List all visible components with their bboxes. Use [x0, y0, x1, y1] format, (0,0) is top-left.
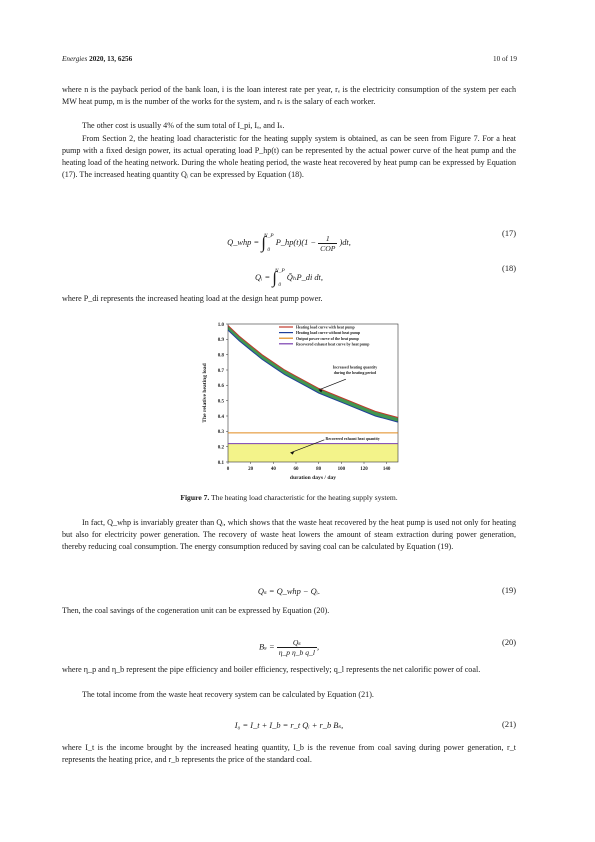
paragraph-efficiencies: where η_p and η_b represent the pipe efficiency and boiler efficiency, respectively; q_l represents the net calorific power of coal. [62, 665, 481, 674]
x-tick-label: 120 [360, 467, 368, 472]
paragraph-pdi: where P_di represents the increased heating load at the design heat pump power. [62, 294, 323, 303]
y-tick-label: 0.2 [217, 445, 224, 451]
paragraph-definitions: where n is the payback period of the bank loan, i is the loan interest rate per year, rₑ is the electricity consumption of the system per each MW heat pump, m is the number of the works for the system, and rₛ is the salary of each worker. [62, 85, 516, 107]
journal-year-volume: 2020, 13, 6256 [89, 55, 133, 63]
eq17-lhs: Q_whp = [227, 237, 260, 247]
y-tick-label: 0.8 [217, 353, 224, 359]
heating-load-chart [198, 316, 406, 488]
eq17-body-b: )dt, [339, 237, 351, 247]
paragraph-heating-load: From Section 2, the heating load characteristic for the heating supply system is obtained, as can be seen from Figure 7. For a heat pump with a fixed design power, its actual operating load P_hp(t) can be represented by the actual power curve of the heat pump and the heating load of the heating network. During the whole heating period, the waste heat recovered by heat pump can be expressed by Equation (17). The increased heating quantity Qᵢ can be expressed by Equation (18). [62, 134, 516, 180]
annotation-increased-line1: Increased heating quantity [332, 365, 378, 370]
eq17-fraction: $\frac{1}{\text{COP}}$ [320, 233, 336, 253]
y-tick-label: 0.4 [217, 414, 224, 420]
legend-label-3: Output power curve of the heat pump [296, 336, 359, 341]
x-tick-label: 0 [226, 467, 230, 472]
y-tick-label: 0.6 [217, 384, 224, 390]
equation-18 [62, 256, 516, 288]
paragraph-other-cost: The other cost is usually 4% of the sum total of I_pi, Iₑ, and Iₛ. [82, 121, 285, 130]
paragraph-total-income: The total income from the waste heat recovery system can be calculated by Equation (21). [82, 690, 374, 699]
integral-sign: ∫ [261, 233, 266, 252]
legend-label-1: Heating load curve with heat pump [296, 325, 355, 330]
y-tick-label: 0.5 [217, 399, 224, 405]
eq18-lhs: Qᵢ = [255, 272, 271, 282]
y-tick-label: 1.0 [217, 322, 224, 328]
equation-19 [62, 578, 516, 604]
eq20-fraction: $\frac{\text{Qₛ}}{\text{η\_p η\_b q\_l}}$ [278, 638, 315, 657]
journal-name: Energies [62, 55, 88, 63]
eq20-lhs: Bₛ = [258, 642, 275, 652]
eq19-number: (19) [502, 586, 516, 595]
eq18-body: Q̄ₕP_di dt, [286, 272, 323, 282]
eq20-number: (20) [502, 638, 516, 647]
page-number: 10 of 19 [493, 55, 517, 63]
eq17-limits: N_P 0 [263, 233, 274, 253]
x-axis-label: duration days / day [289, 475, 337, 481]
figure-caption-text: The heating load characteristic for the heating supply system. [211, 493, 398, 502]
eq17-number: (17) [502, 229, 516, 238]
eq19-expression: Qₛ = Q_whp − Qᵢ. [257, 587, 321, 596]
paragraph-income-definitions: where I_t is the income brought by the increased heating quantity, I_b is the revenue from coal saving during power generation, r_t represents the heating price, and r_b represents the price of the standard coal. [62, 743, 516, 765]
x-tick-label: 80 [316, 467, 322, 472]
y-tick-label: 0.7 [217, 368, 224, 374]
eq21-number: (21) [502, 720, 516, 729]
equation-17 [62, 221, 516, 253]
legend-label-4: Recovered exhaust heat curve by heat pump [296, 342, 370, 347]
equation-21 [62, 712, 516, 738]
x-tick-label: 20 [248, 467, 254, 472]
recovered-heat-area [228, 444, 398, 462]
y-axis-label: The relative heating load [202, 363, 208, 423]
annotation-arrow-1 [319, 379, 346, 390]
figure-caption [62, 493, 516, 502]
y-tick-label: 0.9 [217, 338, 224, 344]
figure-label: Figure 7. [180, 493, 210, 502]
legend-label-2: Heating load curve without heat pump [296, 331, 361, 336]
paragraph-coal-consumption: In fact, Q_whp is invariably greater than Qᵢ, which shows that the waste heat recovered by the heat pump is used not only for heating but also for electricity power generation. The recovery of waste heat lowers the amount of steam extraction during power generation, thereby reducing coal consumption. The energy consumption reduced by saving coal can be calculated by Equation (19). [62, 518, 516, 552]
x-tick-label: 140 [382, 467, 391, 472]
y-tick-label: 0.1 [217, 460, 224, 466]
eq18-number: (18) [502, 264, 516, 273]
journal-header [62, 55, 132, 63]
annotation-increased-line2: during the heating period [333, 370, 377, 375]
x-tick-label: 100 [337, 467, 346, 472]
eq18-limits: N_P 0 [274, 268, 285, 288]
paragraph-coal-savings: Then, the coal savings of the cogeneration unit can be expressed by Equation (20). [62, 606, 330, 615]
annotation-recovered: Recovered exhaust heat quantity [325, 436, 380, 441]
integral-sign: ∫ [272, 268, 277, 287]
y-tick-label: 0.3 [217, 430, 224, 436]
x-tick-label: 60 [293, 467, 299, 472]
x-tick-label: 40 [270, 467, 276, 472]
equation-20: Bₛ = $\frac{\text{Qₛ}}{\text{η\_p η\_b q\_l}}$ , (20) [258, 638, 516, 657]
eq17-body-a: P_hp(t)(1 − [275, 237, 317, 247]
eq21-expression: I₀ = I_t + I_b = r_t Qᵢ + r_b Bₛ, [234, 721, 344, 730]
